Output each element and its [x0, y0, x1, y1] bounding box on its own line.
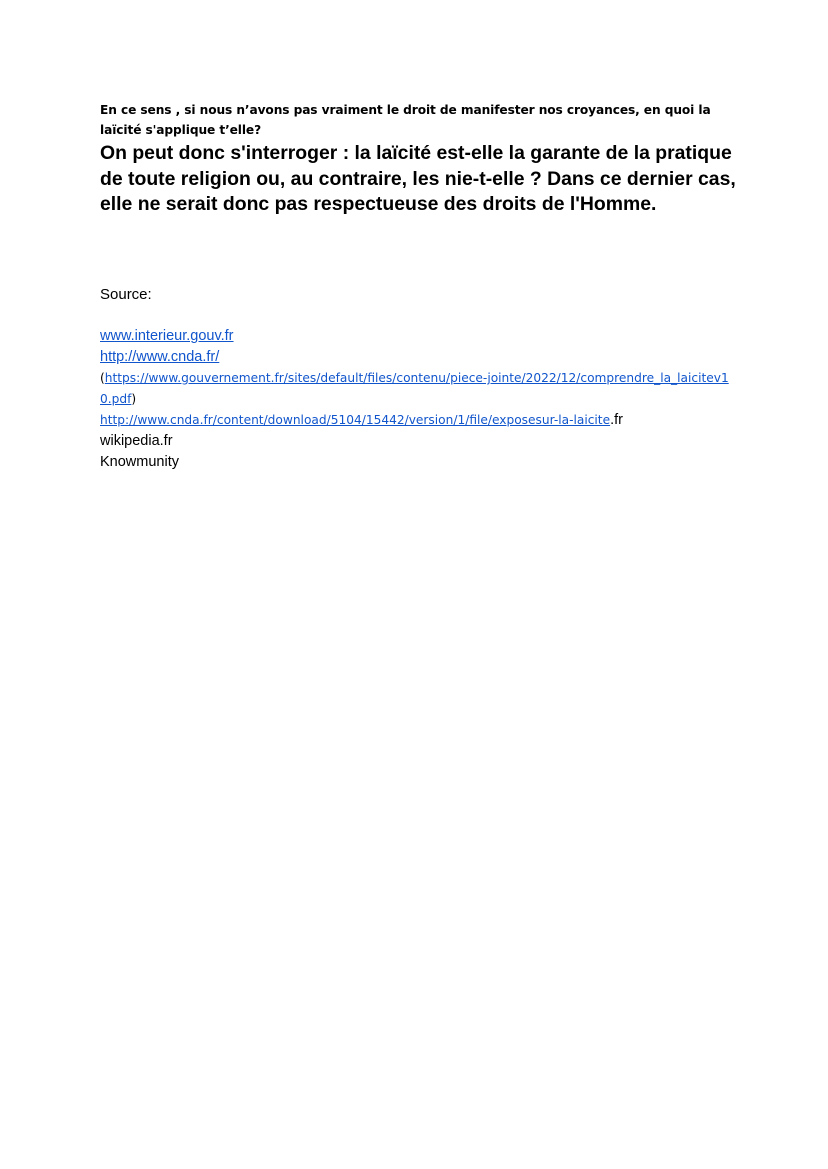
source-item	[100, 410, 740, 431]
source-item	[100, 347, 740, 368]
open-parenthesis: (	[100, 371, 105, 385]
source-label: Source:	[100, 286, 152, 303]
source-suffix: .fr	[610, 412, 623, 428]
source-link-cnda-expose[interactable]: http://www.cnda.fr/content/download/5104/15442/version/1/file/exposesur-la-laicite	[100, 413, 611, 427]
intro-paragraph: En ce sens , si nous n’avons pas vraiment le droit de manifester nos croyances, en quoi la laïcité s'applique t’elle?	[100, 103, 711, 137]
source-item	[100, 368, 740, 410]
source-link-cnda[interactable]: http://www.cnda.fr/	[100, 349, 220, 365]
close-parenthesis: )	[131, 392, 137, 406]
source-item	[100, 326, 740, 347]
source-link-interieur[interactable]: www.interieur.gouv.fr	[100, 328, 234, 344]
source-item-knowmunity: Knowmunity	[100, 454, 179, 470]
source-item-wikipedia: wikipedia.fr	[100, 433, 173, 449]
sources-list	[100, 326, 740, 473]
source-link-gouvernement[interactable]: https://www.gouvernement.fr/sites/default/files/contenu/piece-jointe/2022/12/comprendre_la_laicitev10.pdf	[100, 371, 729, 406]
question-paragraph: On peut donc s'interroger : la laïcité est-elle la garante de la pratique de toute religion ou, au contraire, les nie-t-elle ? Dans ce dernier cas, elle ne serait donc pas respectueuse des droits de l'Homme.	[100, 142, 736, 215]
